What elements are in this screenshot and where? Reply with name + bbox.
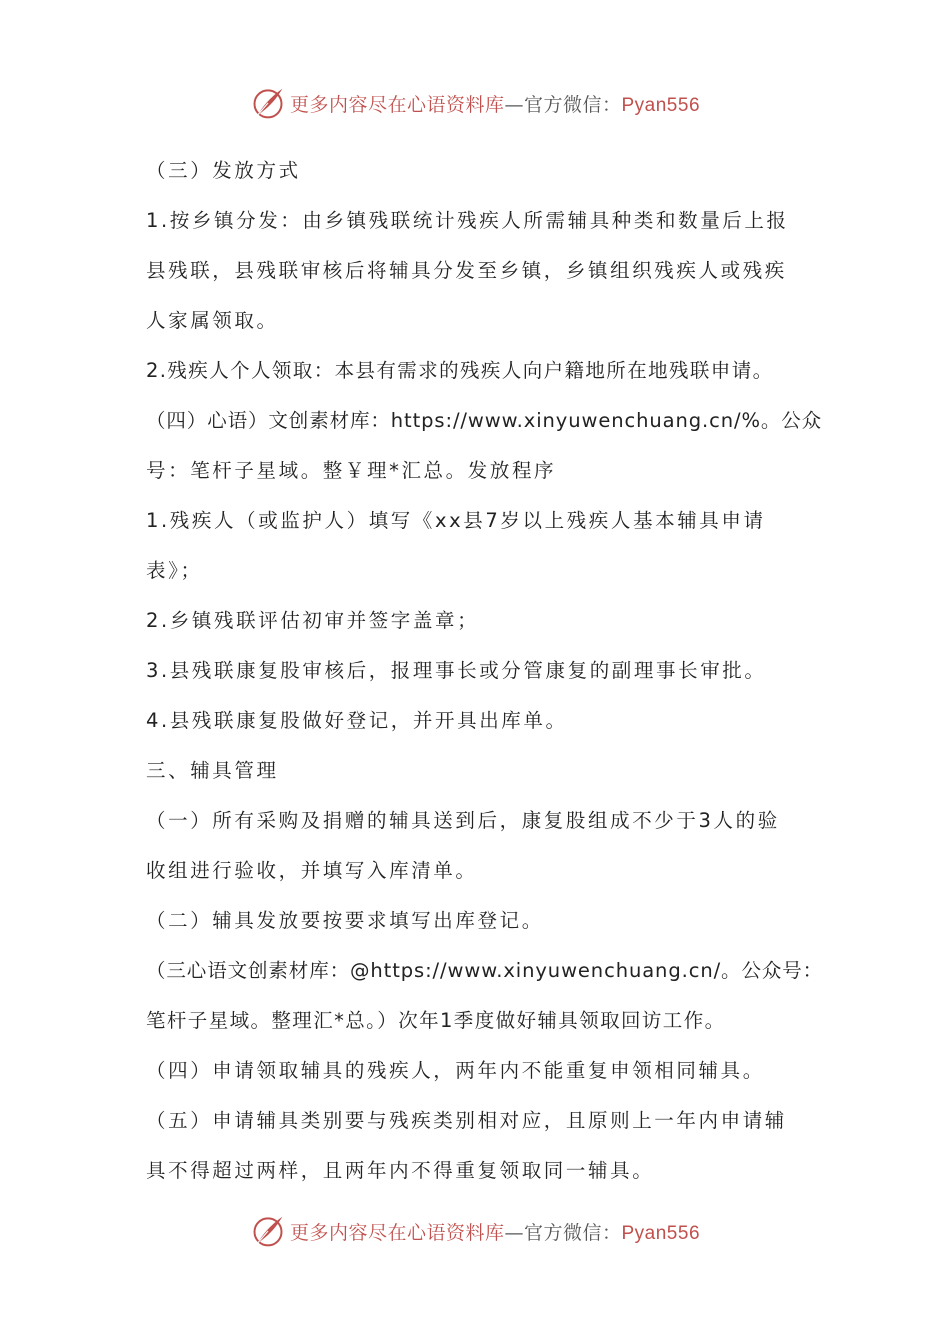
paragraph-line: 2.残疾人个人领取：本县有需求的残疾人向户籍地所在地残联申请。 <box>146 359 774 382</box>
paragraph-line: （四）申请领取辅具的残疾人，两年内不能重复申领相同辅具。 <box>146 1059 765 1082</box>
footer-wechat-label: 官方微信： <box>523 1221 622 1244</box>
paragraph-line: （四）心语）文创素材库：https://www.xinyuwenchuang.cn/%。公众 <box>146 409 823 432</box>
paragraph-line: 具不得超过两样，且两年内不得重复领取同一辅具。 <box>146 1159 655 1182</box>
paragraph-line: 笔杆子星域。整理汇*总。）次年1季度做好辅具领取回访工作。 <box>146 1009 726 1032</box>
paragraph-line: （二）辅具发放要按要求填写出库登记。 <box>146 909 544 932</box>
footer-wechat-id: Pyan556 <box>621 1222 701 1244</box>
header-separator: — <box>504 93 524 116</box>
section-heading-distribution-method: （三）发放方式 <box>146 159 301 182</box>
quill-pen-logo-icon <box>250 1213 286 1249</box>
paragraph-line: 2.乡镇残联评估初审并签字盖章； <box>146 609 480 632</box>
paragraph-line: 号：笔杆子星域。整￥理*汇总。发放程序 <box>146 459 557 482</box>
paragraph-line: （一）所有采购及捐赠的辅具送到后，康复股组成不少于3人的验 <box>146 809 780 832</box>
paragraph-line: 收组进行验收，并填写入库清单。 <box>146 859 478 882</box>
paragraph-line: （三心语文创素材库：@https://www.xinyuwenchuang.cn/。公众号： <box>146 959 824 982</box>
paragraph-line: 表》； <box>146 559 203 582</box>
header-site-text: 更多内容尽在心语资料库 <box>289 93 505 116</box>
header-banner <box>0 83 950 123</box>
paragraph-line: 1.按乡镇分发：由乡镇残联统计残疾人所需辅具种类和数量后上报 <box>146 209 789 232</box>
paragraph-line: 人家属领取。 <box>146 309 279 332</box>
paragraph-line: 1.残疾人（或监护人）填写《xx县7岁以上残疾人基本辅具申请 <box>146 509 766 532</box>
footer-separator: — <box>504 1221 524 1244</box>
header-banner-text <box>290 90 700 117</box>
footer-banner-text <box>290 1218 700 1245</box>
paragraph-line: 县残联，县残联审核后将辅具分发至乡镇，乡镇组织残疾人或残疾 <box>146 259 787 282</box>
paragraph-line: （五）申请辅具类别要与残疾类别相对应，且原则上一年内申请辅 <box>146 1109 787 1132</box>
section-heading-device-management: 三、辅具管理 <box>146 759 279 782</box>
footer-banner <box>0 1211 950 1251</box>
footer-site-text: 更多内容尽在心语资料库 <box>289 1221 505 1244</box>
header-wechat-label: 官方微信： <box>523 93 622 116</box>
quill-pen-logo-icon <box>250 85 286 121</box>
paragraph-line: 3.县残联康复股审核后，报理事长或分管康复的副理事长审批。 <box>146 659 767 682</box>
paragraph-line: 4.县残联康复股做好登记，并开具出库单。 <box>146 709 568 732</box>
header-wechat-id: Pyan556 <box>621 94 701 116</box>
document-body <box>146 146 822 1196</box>
